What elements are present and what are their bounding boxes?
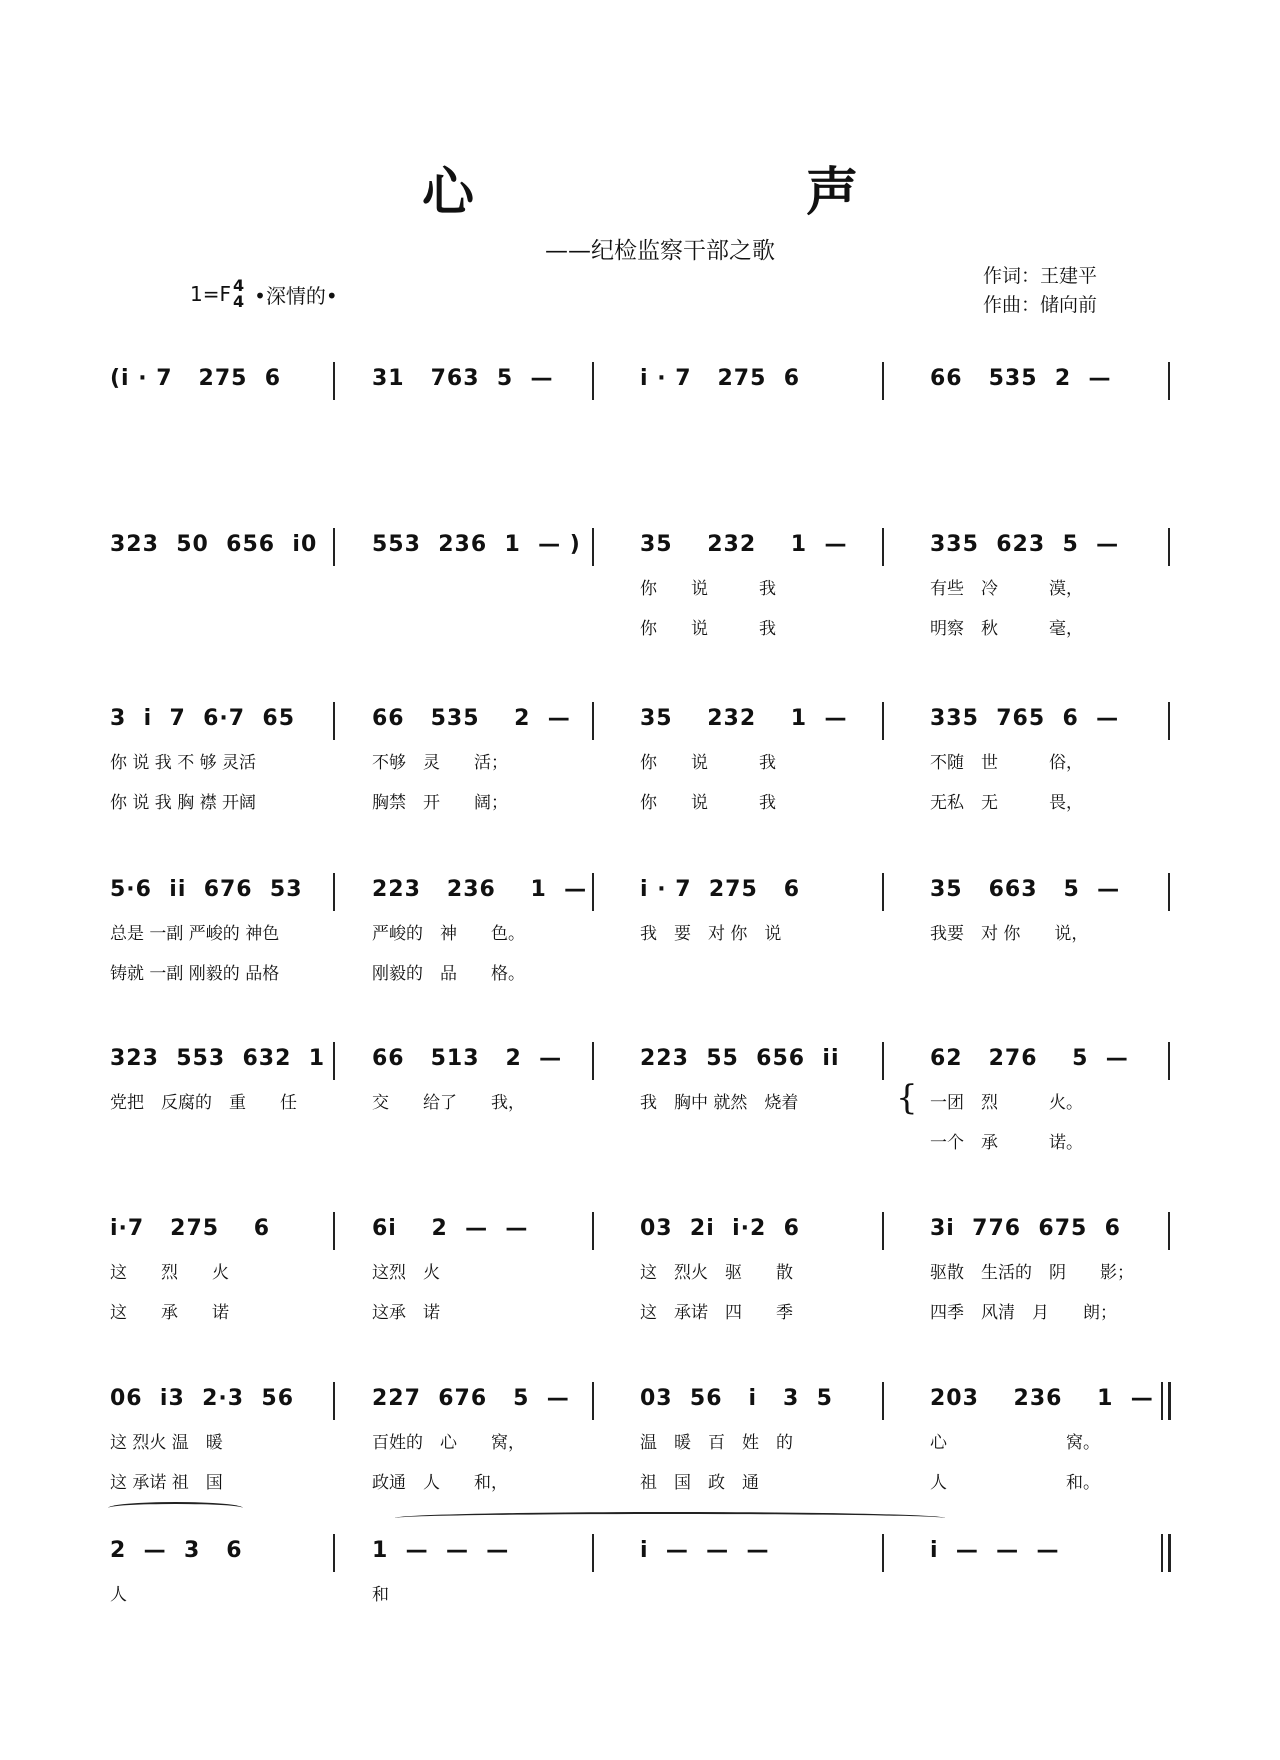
barline [333,362,335,400]
measure-notes: 3i 776 675 6 [930,1216,1121,1241]
measure-notes: 06 i3 2·3 56 [110,1386,295,1411]
barline [592,1382,594,1420]
lyric-line: 你 说 我 [640,579,776,599]
tie-slur [108,1502,243,1514]
lyric-line: 不随 世 俗， [930,753,1083,773]
lyric-line: 你 说 我 不 够 灵活 [110,753,257,773]
measure-notes: 227 676 5 — [372,1386,570,1411]
lyric-line: 人 和。 [930,1473,1100,1493]
barline [882,873,884,911]
lyric-line: 这烈 火 [372,1263,440,1283]
measure-notes: (i · 7 275 6 [110,366,282,391]
measure-notes: i — — — [930,1538,1060,1563]
lyric-line: 你 说 我 [640,753,776,773]
lyric-line: 刚毅的 品 格。 [372,964,525,984]
lyric-line: 和 [372,1585,389,1605]
barline [882,362,884,400]
barline [592,1534,594,1572]
measure-notes: 35 232 1 — [640,706,848,731]
lyric-line: 严峻的 神 色。 [372,924,525,944]
barline [333,1212,335,1250]
barline [592,1212,594,1250]
lyric-line: 祖 国 政 通 [640,1473,759,1493]
measure-notes: 03 56 i 3 5 [640,1386,833,1411]
lyric-line: 百姓的 心 窝， [372,1433,525,1453]
barline [1168,1534,1171,1572]
barline [1161,1382,1163,1420]
measure-notes: 35 232 1 — [640,532,848,557]
lyric-line: 这承 诺 [372,1303,440,1323]
lyric-line: 这 承 诺 [110,1303,229,1323]
barline [333,1382,335,1420]
barline [1168,1212,1170,1250]
measure-notes: 335 623 5 — [930,532,1120,557]
measure-notes: 62 276 5 — [930,1046,1129,1071]
measure-notes: 335 765 6 — [930,706,1120,731]
barline [1168,362,1170,400]
barline [882,528,884,566]
barline [1161,1534,1163,1572]
measure-notes: 3 i 7 6·7 65 [110,706,296,731]
barline [333,1534,335,1572]
barline [592,702,594,740]
lyric-line: 交 给了 我， [372,1093,525,1113]
measure-notes: 03 2i i·2 6 [640,1216,800,1241]
barline [592,1042,594,1080]
song-title: 心 声 [421,162,998,223]
measure-notes: 323 50 656 i0 [110,532,318,557]
measure-notes: 35 663 5 — [930,877,1121,902]
lyric-line: 无私 无 畏， [930,793,1083,813]
measure-notes: i·7 275 6 [110,1216,271,1241]
lyricist-credit: 作词：王建平 [983,265,1098,287]
barline [1168,528,1170,566]
lyric-line: 这 烈火 温 暖 [110,1433,223,1453]
measure-notes: 2 — 3 6 [110,1538,243,1563]
barline [882,1212,884,1250]
lyric-line: 驱散 生活的 阴 影； [930,1263,1134,1283]
barline [882,702,884,740]
measure-notes: 31 763 5 — [372,366,554,391]
lyric-line: 这 承诺 四 季 [640,1303,793,1323]
key-label: 1=F [190,282,231,306]
barline [592,528,594,566]
barline [592,362,594,400]
lyric-line: 这 烈 火 [110,1263,229,1283]
measure-notes: 323 553 632 1 [110,1046,326,1071]
lyric-line: 有些 冷 漠， [930,579,1083,599]
measure-notes: 1 — — — [372,1538,510,1563]
lyric-line: 我要 对 你 说， [930,924,1089,944]
lyric-line: 这 承诺 祖 国 [110,1473,223,1493]
lyric-line: 不够 灵 活； [372,753,508,773]
barline [882,1382,884,1420]
barline [333,702,335,740]
lyric-line: 你 说 我 胸 襟 开阔 [110,793,257,813]
lyric-line: 胸禁 开 阔； [372,793,508,813]
lyric-line: 一团 烈 火。 [930,1093,1083,1113]
tempo-marking: •深情的• [254,283,338,308]
measure-notes: i — — — [640,1538,770,1563]
measure-notes: 6i 2 — — [372,1216,529,1241]
lyric-line: 你 说 我 [640,619,776,639]
measure-notes: 66 513 2 — [372,1046,563,1071]
barline [1168,702,1170,740]
lyric-line: 这 烈火 驱 散 [640,1263,793,1283]
lyric-brace: { [896,1078,918,1118]
barline [882,1042,884,1080]
lyric-line: 人 [110,1585,127,1605]
measure-notes: 66 535 2 — [930,366,1112,391]
lyric-line: 你 说 我 [640,793,776,813]
lyric-line: 明察 秋 毫， [930,619,1083,639]
time-signature [233,278,244,310]
song-subtitle: ——纪检监察干部之歌 [545,238,775,264]
barline [592,873,594,911]
barline [333,873,335,911]
measure-notes: 553 236 1 — ) [372,532,581,557]
measure-notes: 5·6 ii 676 53 [110,877,303,902]
tie-slur [395,1512,945,1524]
lyric-line: 总是 一副 严峻的 神色 [110,924,280,944]
measure-notes: 66 535 2 — [372,706,571,731]
lyric-line: 四季 风清 月 朗； [930,1303,1117,1323]
lyric-line: 铸就 一副 刚毅的 品格 [110,964,280,984]
barline [1168,1382,1171,1420]
measure-notes: i · 7 275 6 [640,877,801,902]
credits [983,262,1097,320]
time-top: 4 [233,276,245,295]
lyric-line: 党把 反腐的 重 任 [110,1093,297,1113]
barline [1168,1042,1170,1080]
barline [882,1534,884,1572]
measure-notes: i · 7 275 6 [640,366,801,391]
barline [333,1042,335,1080]
measure-notes: 223 55 656 ii [640,1046,840,1071]
lyric-line: 政通 人 和， [372,1473,508,1493]
time-bottom: 4 [233,292,245,311]
lyric-line: 心 窝。 [930,1433,1100,1453]
lyric-line: 温 暖 百 姓 的 [640,1433,793,1453]
key-signature [190,278,338,310]
lyric-line: 一个 承 诺。 [930,1133,1083,1153]
composer-credit: 作曲：储向前 [983,294,1098,316]
lyric-line: 我 胸中 就然 烧着 [640,1093,799,1113]
barline [333,528,335,566]
measure-notes: 203 236 1 — [930,1386,1154,1411]
lyric-line: 我 要 对 你 说 [640,924,782,944]
measure-notes: 223 236 1 — [372,877,588,902]
barline [1168,873,1170,911]
